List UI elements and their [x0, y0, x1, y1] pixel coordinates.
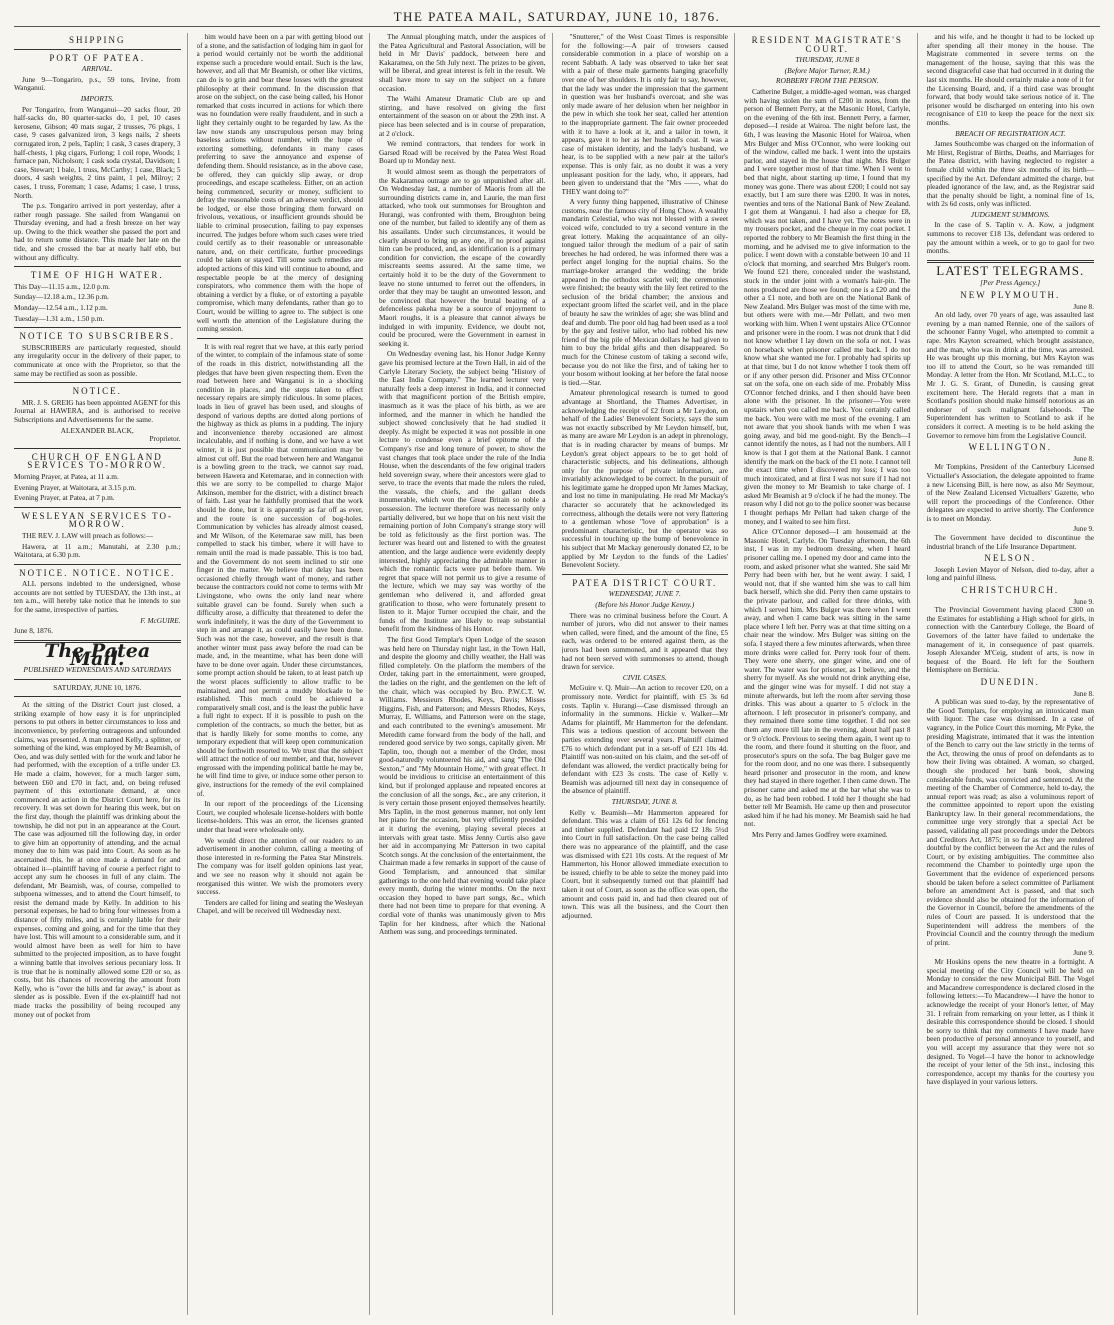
nameplate-subtitle: PUBLISHED WEDNESDAYS AND SATURDAYS	[23, 665, 172, 675]
article-text: It would almost seem as though the perpetrators of the Kakaramea outrage are to go unpunished after all. On Wednesday last, a number of Maoris from all the surrounding districts came in, and Laurie, the man first attacked, who took out summonses for Broughton and Hurangi, was confronted with them, Broughton being one of the number, but failed to identify any of them as his assailants. Under such circumstances, it would be clearly absurd to bring up any one, if no proof against him can be produced, and, as identification is a primary condition for conviction, the escape of the cowardly miscreants seems assured. At the same time, we certainly hold it to be the duty of the Government to leave no stone unturned to ferret out the offenders, in order that they may be taught an unwonted lesson, and be convinced that however the brutal beating of a defenceless pakeha may be a source of enjoyment to Maori roughs, it is a pleasure that cannot always be indulged in with impunity. Evidence, we doubt not, could be procured, were the Government in earnest in seeking it.	[379, 166, 546, 348]
tide-line: Sunday—12.18 a.m., 12.36 p.m.	[14, 292, 109, 302]
article-text: Amateur phrenological research is turned to good advantage at Shortland, the Thames Advertiser, in acknowledging the receipt of £2 from a Mr Leydon, on behalf of the Ladies' Benevolent Society, says the sum was not exactly subscribed by Mr Leydon himself, but, as many are aware Mr Leydon is an adept in phrenology, that is in reading character by means of bumps. Mr Leydon's great object appears to be to get hold of characteristic subjects, and his delineations, although only for the purpose of private information, are invariably acknowledged to be correct. In the pursuit of his legitimate game he dropped upon Mr James Mackay, and lost no time in manipulating. He read Mr Mackay's character so accurately that he acknowledged its correctness, although the details were not very flattering to a gentleman whose "love of approbation" is a predominant characteristic, but the operator was so successful in touching up the bump of benevolence in his subject that Mr Mackay generously donated £2, to be applied by Mr Leydon to the funds of the Ladies' Benevolent Society.	[561, 388, 728, 570]
dateline: June 8.	[1073, 453, 1094, 463]
imports-heading: IMPORTS.	[80, 93, 114, 103]
rm-court-judge: (Before Major Turner, R.M.)	[784, 65, 870, 75]
notice-signature-title: Proprietor.	[149, 434, 181, 444]
column-4	[562, 33, 736, 1315]
article-text: Mrs Perry and James Godfrey were examined.	[752, 830, 888, 840]
divider	[14, 266, 181, 267]
notice3-date: June 8, 1876.	[14, 626, 53, 636]
article-text: On Wednesday evening last, his Honor Judge Kenny gave his promised lecture at the Town Hall, in aid of the Carlyle Literary Society, the subject being "History of the East India Company." The learned lecturer very naturally feels a deep interest in India, and it connected with that magnificent portion of the British empire, inasmuch as it was the place of his birth, as we are informed, and the manner in which he handled the subject showed conclusively that he had studied it deeply. As might be expected it was not possible in one lecture to condense even a brief epitome of the Company's rise and long tenure of power, to show the vast changes that took place under the rule of the India House, when the descendants of the few original traders held sovereign sway, where their ancestors were glad to serve, to trace the events that made the rulers the ruled, the vassals, the chiefs, and the gallant deeds innumerable, which won the Great Britain so noble a possession. The lecturer therefore was necessarily only partially delivered, but we hope that on his next visit the remaining portion of John Company's strange story will be told as felicitously as the first portion was. The lecturer was heard out and listened to with the greatest attention, and the large audience were evidently deeply interested, highly appreciating the admirable manner in which the romantic facts were put before them. We regret that space will not permit us to give a resume of the lecture, which we may say was worthy of the gentleman who delivered it, and afforded great gratification to those, who were fortunately present to listen to it. Major Turner occupied the chair, and the funds of the Institute are likely to reap substantial benefit from the kindness of his Honor.	[379, 349, 546, 634]
article-text: There was no criminal business before the Court. A number of jurors, who did not answer to their names when called, were fined, and the amount of the fine, £5 each, was ordered to be entered against them, as the jurors had been summoned, and it appeared that they had not been served with summonses to attend, though drawn for service.	[561, 610, 728, 672]
columns	[14, 33, 1100, 1315]
article-text: and his wife, and he thought it had to be locked up after spending all their money in the house. The Magistrate commented in severe terms on the management of the house, saying that this was the second disgraceful case that had occurred in it during the last six months. He should certainly make a note of it for the Licensing Board, and, if a third case was brought forward, that body would take serious notice of it. The prisoner would be discharged on entering into his own recognisance of £10 to keep the peace for the next six months.	[926, 33, 1094, 127]
article-text: We remind contractors, that tenders for work in Garsed Road will be received by the Patea West Road Board up to Monday next.	[379, 139, 546, 166]
article-text: The Government have decided to discontinue the industrial branch of the Life Insurance Department.	[926, 533, 1094, 551]
article-text: A publican was sued to-day, by the representative of the Good Templars, for employing an intoxicated man with liquor. The case was dismissed. In a case of vagrancy, in the Police Court this morning, Mr Pyke, the presiding Magistrate, intimated that it was the intention of the Bench to carry out the law strictly in the terms of the Act, throwing the onus of proof on defendants as to how their living was obtained. A woman, so charged, though she produced her bank book, showing considerable funds, was convicted and sentenced. At the meeting of the Chamber of Commerce, held to-day, the annual report was read; as also a voluminous report of the committee appointed to report upon the existing Bankruptcy law. In their general recommendations, the committee urge very strongly that a special Act be passed, validating all past proceedings under the Debtors and Creditors Act, 1875; in so far as they are rendered doubtful by the conflict between the Act and the rules of Court, or by existing ambiguities. The committee also recommend the Chamber to pointedly urge upon the Government that the evidence of experienced persons should be taken before a select committee of Parliament before an amendment Act is passed, and that such evidence should also be obtained for the information of the Governor in Council, before the amendments of the rules of Court are passed. It is understood that the Superintendent will address the members of the Provincial Council and the country through the medium of print.	[926, 697, 1094, 947]
notice-text: MR. J. S. GREIG has been appointed AGENT for this Journal at HAWERA, and is authorised to receive Subscriptions and Advertisements for the same.	[14, 397, 181, 424]
masthead: THE PATEA MAIL, SATURDAY, JUNE 10, 1876.	[14, 8, 1100, 27]
column-1	[14, 33, 188, 1315]
arrival-text: June 9—Tongariro, p.s., 59 tons, Irvine, from Wanganui.	[14, 74, 181, 93]
article-text: McGuire v. Q. Muir—An action to recover £20, on a promissory note. Verdict for plaintiff, with £5 3s 6d costs. Taplin v. Hurangi—Case dismissed through an informality in the summons. Hickie v. Walker—Mr Adams for plaintiff, Mr Hammerton for the defendant. This was a tedious question of account between the parties extending over several years. Plaintiff claimed £76 to which defendant put in a set-off of £21 10s 4d. Plaintiff was non-suited on his claim, and the set-off of defendant was allowed, the verdict practically being for defendant with £23 3s costs. The case of Kelly v. Beamish was adjourned till next day in consequence of the absence of plaintiff.	[561, 683, 728, 796]
civil-cases-heading: CIVIL CASES.	[622, 672, 667, 682]
divider	[14, 564, 181, 565]
district-court-judge: (Before his Honor Judge Kenny.)	[595, 600, 695, 609]
dateline: June 9.	[1073, 524, 1094, 534]
column-6	[927, 33, 1101, 1315]
arrival-heading: ARRIVAL.	[81, 64, 113, 74]
tide-line: Monday—12.54 a.m., 1.12 p.m.	[14, 303, 108, 313]
divider	[14, 382, 181, 383]
editorial: At the sitting of the District Court just closed, a striking example of how easy it is for unprincipled persons to put others in better circumstances to loss and inconvenience, by preferring outrageous and unfounded claims, was presented. A man named Kelly, a splitter, or something of the kind, was employed by Mr Beamish, of Oeo, and was duly settled with for the work and labor he had performed, with the exception of a trifle under £3. He made a claim, however, for a much larger sum, between £60 and £70 in fact, and, on being refused payment of this extortionate demand, at once commenced an action in the District Court here, for its recovery. It was set down for hearing this week, but on the first day, though the plaintiff was drinking about the township, he did not put in an appearance at the Court. The case was adjourned till the following day, in order to give him an opportunity of attending, and the actual money due to him was paid into Court. As soon as he ascertained this, he at once made a demand for and obtained it—plaintiff having of course a perfect right to accept any sum he chooses in full of any claim. The defendant, Mr Beamish, was, of course, compelled to subpoena witnesses, and to attend the Court himself, to resist the demand made by Kelly. In addition to his personal expenses, he had to bring four witnesses from a distance of fifty miles, and is certainly liable for their expenses, coming and going, and for the time that they have lost. This will amount to a considerable sum, and it would almost have been as well for him to have submitted to the projected imposition, as to have fought a winning battle that involves serious pecuniary loss. It is true that he is nominally allowed some £20 or so, as costs, but his chances of recovering the amount from Kelly, who is "over the hills and far away," is about as slender as is possible. Even if the ex-plaintiff had not made tracks the possibility of being recouped any money out of pocket from	[14, 700, 181, 1019]
dateline: June 8.	[1073, 688, 1094, 698]
article-text: It is with real regret that we have, at this early period of the winter, to complain of the infamous state of some of the roads in this district, notwithstanding all the pledges that have been given respecting them. Even the road between here and Wanganui is in a shocking condition in places, and the steps taken to effect necessary repairs are simply ridiculous. In some places, loads in lieu of gravel has been used, and sloughs of despond of various depths are dotted along portions of the highway as thick as plums in a pudding. The injury and inconvenience thereby occasioned are almost incalculable, and if nothing is done, and we have a wet winter, it is just possible that communication may be almost cut off. But the road between here and Wanganui is a bowling green to the track, we cannot say road, between Hawera and Ketemarae, and in connection with this we are sorry to be compelled to charge Major Atkinson, member for the district, with a distinct breach of faith. Last year he faithfully promised that the work should be done, but it is apparently as far off as ever, and the route is one succession of bog-holes. Communication by vehicles has already almost ceased, and Mr Wilson, of the Ketemarae saw mill, has been compelled to stack his timber, where it will have to remain until the road is made passable. This is too bad, and the Government do not seem inclined to stir one finger in the matter. We believe that delay has been occasioned chiefly through want of money, and rather because the contractors could not come to terms with Mr Livingstone, who owns the only land near where suitable gravel can be found. Surely when such a difficulty arose, a difficulty that threatened to defer the work indefinitely, it was the duty of the Government to step in and arrange it, as could easily have been done. Such was not the case, however, and the result is that another winter must pass away before the road can be made, and, in the meantime, what has been done will have to be done over again. Under these circumstances, some prompt action should be taken, to at least patch up the worst places sufficiently to allow traffic to be maintained, and not permit a muddy blockade to be established. This much could be achieved a comparatively small cost, and is the least the public have a full right to expect. If it is possible to push on the completion of the contracts, so much the better, but as that is hardly likely for some months to come, any temporary expedient that will keep open communication should be forthwith resorted to. We trust that the subject will attract the notice of our member, and that, however engrossed with the impending political battle he may be, he will find time to give, or induce some other person to give, instructions for the remedy of the evil complained of.	[196, 341, 363, 798]
divider	[14, 327, 181, 328]
dateline: June 9.	[1073, 948, 1094, 958]
new-plymouth-heading: NEW PLYMOUTH.	[960, 290, 1061, 301]
church-line: Evening Prayer, at Waitotara, at 3.15 p.m.	[14, 482, 136, 492]
date-line: SATURDAY, JUNE 10, 1876.	[53, 682, 142, 692]
article-text: The first Good Templar's Open Lodge of the season was held here on Thursday night last, in the Town Hall, and despite the gloomy and chilly weather, the Hall was filled completely. On the platform the members of the Order, taking part in the entertainment, were grouped, the ladies on the right, and the gentlemen on the left of the chair, which was occupied by Bro. P.W.C.T. W. Williams. Messieurs Rhodes, Keys, Davis; Misses Higgins, Fish, and Patterson; and Messrs Rhodes, Keys, Murray, E. Williams, and Patterson were on the stage, and each contributed to the evening's amusement. Mr Meredith came forward from the body of the hall, and rendered good service by two songs, capitally given. Mr Taplin, too, though not a member of the Order, most good-naturedly volunteered his aid, and sang "The Old Sexton," and "My Mountain Home," with great effect. It would be invidious to criticise an entertainment of this kind, but if prolonged applause and repeated encores at the conclusion of all the songs, &c., are any criterion, it is very certain those present enjoyed themselves heartily. Mrs Taplin, in the most generous manner, not only lent her piano for the occasion, but very efficiently presided at it during the evening, playing several pieces at intervals with great taste. Miss Jenny Curtis also gave her aid in accompanying Mr Patterson in two capital Scotch songs. At the conclusion of the entertainment, the Chairman made a few remarks in support of the cause of Good Templarism, and announced that similar gatherings to the one held that evening would take place every month, during the winter months. On the next occasion they hoped to have part songs, &c., which there had not been time to prepare for that evening. A cordial vote of thanks was unanimously given to Mrs Taplin for her kindness, after which the National Anthem was sung, and proceedings terminated.	[379, 634, 546, 937]
column-3	[379, 33, 553, 1315]
tongariro-text: The p.s. Tongariro arrived in port yesterday, after a rather rough passage. She sailed from Wanganui on Thursday evening, and had a fresh breeze on her way up. Owing to the thick weather she passed the port and had to return some distance. This made her late on the tide, and she crossed the bar at nearly half ebb, but without any difficulty.	[14, 201, 181, 262]
notice3-signature: F. McGUIRE.	[140, 615, 181, 625]
divider	[197, 338, 364, 339]
latest-telegrams-heading: LATEST TELEGRAMS.	[936, 262, 1085, 278]
nameplate: The Patea Mail.	[44, 639, 151, 671]
tide-line: This Day—11.15 a.m., 12.0 p.m.	[14, 281, 110, 291]
wellington-heading: WELLINGTON.	[968, 442, 1053, 453]
press-agency-note: [Per Press Agency.]	[980, 278, 1041, 288]
notice-signature: ALEXANDER BLACK,	[60, 425, 134, 435]
judgment-heading: JUDGMENT SUMMONS.	[970, 209, 1050, 219]
notice-heading: NOTICE.	[72, 386, 122, 397]
notice3-text: ALL persons indebted to the undersigned, whose accounts are not settled by TUESDAY, the 13th inst., at ten a.m., will hereby take notice that he intends to sue for the same, irrespective of parties.	[14, 579, 181, 615]
article-text: him would have been on a par with getting blood out of a stone, and the satisfaction of lodging him in gaol for a period would certainly not be worth the additional expense such a procedure would entail. Such is the law, however, and all that Mr Beamish, or other like victims, can do is to grin and bear these losses with the greatest philosophy at their command. In the discussion that arose on the subject, on the case being called, his Honor remarked that costs incurred in actions for which there was no foundation were really fraudulent, and in such a light they certainly ought to be regarded by law. As the law now stands any unscrupulous person may bring baseless actions without number, with the hope of extorting something, defendants in many cases preferring to save the annoyance and expense of defending them. Should resistance, as in the above case, be offered, they can quickly slip away, or drop proceedings, and escape scatheless. Either, on an action being commenced, security or money, sufficient to defray the reasonable costs of an adverse verdict, should be lodged, or else those bringing them forward on frivolous, vexatious, or insufficient grounds should be liable to criminal prosecution, failing to pay expenses incurred. The judges before whom such cases were tried could certify as to their reasonable or unreasonable nature, and, on their certificate, further proceedings could be taken or stayed. Till some such remedies are adopted actions of this kind will continue to abound, and respectable people be at the mercy of designing conspirators, who commence them with the hope of obtaining a verdict by a fluke, or of extorting a payable compromise, which many defendants, rather than go to Court, would be willing to agree to. The subject is one well worth the attention of the Legislature during the coming session.	[196, 33, 363, 334]
subscribers-text: SUBSCRIBERS are particularly requested, should any irregularity occur in the delivery of their paper, to communicate at once with the Proprietor, so that the same may be rectified as soon as possible.	[14, 342, 181, 378]
article-text: "Snutterer," of the West Coast Times is responsible for the following:—A pair of trowsers caused considerable commotion in a place of worship on a recent Sabbath. A lady was observed to take her seat with a pair of these male garments hanging gracefully over one of her shoulders. It is only fair to say, however, that the lady was under the impression that the garment in question was her husband's overcoat, and she was only made aware of her delusion when her neighbor in the pew in which she took her seat, called her attention to the inappropriate garment. The fair owner proceeded with it to have a look at it, and a tailor in town, it appears, gave it to her as her husband's coat. It was a case of mistaken identity, and the lady's husband, we hear, is to be supplied with a new pair at the tailor's expense. This is only fair, as no doubt it was a very unpleasant position for the lady, who, it appears, had been given to understand that the "Mrs ——, what do THEY want doing to?"	[561, 33, 728, 196]
divider	[14, 507, 181, 508]
article-text: An old lady, over 70 years of age, was assaulted last evening by a man named Rennie, one of the sailors of the schooner Fanny Vogel, who attempted to commit a rape. Mrs Kayton screamed, which brought assistance, and the man, who was in drink at the time, was arrested. He was brought up this morning, but Mrs Kayton was too ill to attend the Court, so he was remanded till Monday. A letter from the Hon. Mr Scotland, M.L.C., to Mr J. G. S. Grant, of Dunedin, is causing great excitement here. The Herald regrets that a man in Scotland's position should make himself notorious as an endorser of such malignant falsehoods. The Superintendent has written to Scotland to ask if he considers it correct. A meeting is to be held asking the Governor to remove him from the Legislative Council.	[926, 310, 1094, 440]
divider	[14, 679, 181, 680]
wesleyan-heading: WESLEYAN SERVICES TO-MORROW.	[21, 510, 173, 530]
divider	[14, 448, 181, 449]
rm-court-date: THURSDAY, JUNE 8	[795, 55, 860, 65]
article-text: In our report of the proceedings of the Licensing Court, we coupled wholesale license-holders with bottle license-holders. This was an error, the licenses granted under that head were wholesale only.	[196, 799, 363, 835]
article-text: Mr Tompkins, President of the Canterbury Licensed Victualler's Association, the delegate appointed to frame a new Licensing Bill, is here now, as also Mr Seymour, of the New Zealand Licensed Victuallers' Gazette, who will report the proceedings of the Conference. Other delegates are expected to arrive shortly. The Conference is to meet on Monday.	[926, 462, 1094, 523]
shipping-heading: SHIPPING	[68, 35, 126, 45]
article-text: We would direct the attention of our readers to an advertisement in another column, calling a meeting of those interested in re-forming the Patea Star Minstrels. The company was for itself golden opinions last year, and we see no reason why it should not again be reorganised this winter. We wish the promoters every success.	[196, 835, 363, 897]
tide-heading: TIME OF HIGH WATER.	[30, 270, 164, 281]
article-text: Alice O'Connor deposed—I am housemaid at the Masonic Hotel, Carlyle. On Tuesday afternoon, the 6th inst, I was in my bedroom dressing, when I heard prisoner calling me. I opened my door and came into the room, and asked prisoner what she wanted. She said Mr Perry had been with her, but he went away. I said, I would not, that if she wanted him she was to call him back herself, which she did. Perry then came upstairs to the private parlour, and called for three drinks, with which I served him. Mrs Bulger was there when I went away, and when I came back was sitting in the same place where I left her. Perry was at that time sitting on a chair near the window. Mrs Bulger was sitting on the sofa. I stayed there a few minutes afterwards, when three more drinks were called for. Perry took four of them. They were one sherry, one ginger wine, and one of water. The water was for prisoner, as I believe, and the sherry for myself. As she would not drink anything else, and the ginger wine was for myself. I did not stay a minute afterwards, but left the room after serving those drinks. This was about a quarter to 5 o'clock in the afternoon. I left prosecutor in prisoner's company, and they remained there some time together. I did not see them any more till late in the evening, about half past 8 or 9 o'clock. Previous to seeing them again, I went up to the room, and there found it shutting on the floor, and prosecutor's spurs on the sofa. The bag Bulger gave me for the room door, and no one was there. I subsequently heard prisoner and prosecutor in the room, and knew they had stayed in there together. I then came down. The prisoner came and asked me at the bar what she was to do, as he had been robbed. I told her I thought she had better tell Mr Beamish. He came up then and prosecutor asked him if he had his money. Mr Beamish said he had not.	[744, 527, 911, 829]
article-text: Catherine Bulger, a middle-aged woman, was charged with having stolen the sum of £200 in notes, from the person of Bennett Perry, at the Masonic Hotel, Carlyle, on the evening of the 6th inst. Bennett Perry, a farmer, deposed—I reside at Wairoa. The night before last, the 6th, I was leaving the Masonic Hotel for Wairoa, when Mrs Bulger and Miss O'Connor, who were looking out of the window, called me back. I went into the upstairs parlor, and stayed in the house that night. Mrs Bulger and I were together most of that time. When I went to bed that night, about starting up time, I found that my money was gone. There was about £200; I could not say exactly, but I am sure there was £200. It was in notes, twenties and tens of the National Bank of New Zealand. I got them at Wanganui. I had also a cheque for £8, which was not taken, and I have yet. The notes were in my trousers pocket, and the cheque in my coat pocket. I reported the robbery to Mr Beamish the first thing in the morning, and he advised me to give information to the police. I went down with a constable between 10 and 11 o'clock that morning, and searched Mrs Bulger's room. We found £21 there, concealed under the washstand, stuck in the under joint with a woman's hair-pin. The notes produced are those we found; one is a £20 and the other a £1 note, and both are on the National Bank of New Zealand. Mrs Bulger was most of the time with me, but others were with me.—Mr Pellatt, and two men working with him. When I went upstairs Alice O'Connor and prisoner were in the room. I was not drunk that I did not know whether I lay down on the sofa or not. I was on horseback when prisoner called me back. I do not know what she wanted me for. I probably had spirits up at that time, but I do not know whether I took them off or if any other person did. Prisoner and Miss O'Connor sat on the sofa, one on each side of me. Probably Miss O'Connor fetched drinks, and I then should have been alone with the prisoner. In the prisoner—You were upstairs when you called me back. You certainly called me back. You were with me most of the evening. I am not aware that you shook hands with me when I was going away, and bid me good-night. By the Bench—I cannot identify the notes, as I had not the numbers. All I know is that I got them at the National Bank. I cannot identify the mark on the back of the £1 note. I cannot tell the exact time when I discovered my loss; I was too much intoxicated, and at first I was not sure if I had not given the money to Mr Beamish to take charge of. I asked Mr Beamish at 9 o'clock if he had the money. The reason why I did not go to the police sooner was because I thought perhaps Mr Pellatt had taken charge of the money, and I waited to see him first.	[744, 86, 911, 526]
breach-heading: BREACH OF REGISTRATION ACT.	[955, 128, 1066, 138]
imports-text: Per Tongariro, from Wanganui—20 sacks flour, 20 half-sacks do, 80 quarter-sacks do, 1 pel, 10 cases kerosene, Gibson; 40 mats sugar, 2 trusses, 76 pkgs, 1 case, 9 cases galvanized iron, 3 kegs nails, 2 sheets corrugated iron, 2 pels, Taplin; 1 cask, 3 cases drapery, 3 half-chests, 1 pkg cigars, Furlong; 1 coil rope, Woods; 1 furnace pan, Nicholson; 1 cask soda crystal, Davidson; 1 case, Stewart; 1 bale, 1 truss, McCarthy; 1 case, Black; 5 doors, 4 sash weights, 2 tins paint, 1 pel, Milroy; 2 cases, 1 truss, Foreman; 1 case, Adams; 1 case, 1 truss, North.	[14, 104, 181, 200]
tide-line: Tuesday—1.31 a.m., 1.50 p.m.	[14, 313, 105, 323]
district-court-date: WEDNESDAY, JUNE 7.	[608, 589, 681, 599]
divider	[562, 574, 729, 575]
thursday-heading: THURSDAY, JUNE 8.	[611, 797, 678, 807]
wesleyan-text: THE REV. J. LAW will preach as follows:—	[22, 530, 154, 540]
article-text: In the case of S. Taplin v. A. Kow, a judgment summons to recover £18 13s, defendant was ordered to pay the amount within a week, or to go to gaol for two months.	[926, 220, 1094, 256]
divider	[14, 696, 181, 697]
dateline: June 8.	[1073, 301, 1094, 311]
article-text: Joseph Levien Mayor of Nelson, died to-day, after a long and painful illness.	[926, 564, 1094, 583]
notice3-heading: NOTICE. NOTICE. NOTICE.	[19, 567, 176, 578]
rm-court-subheading: ROBBERY FROM THE PERSON.	[775, 76, 879, 86]
christchurch-heading: CHRISTCHURCH.	[961, 585, 1060, 596]
church-line: Morning Prayer, at Patea, at 11 a.m.	[14, 471, 119, 481]
dunedin-heading: DUNEDIN.	[980, 676, 1040, 687]
article-text: Kelly v. Beamish—Mr Hammerton appeared for defendant. This was a claim of £61 12s 6d for fencing and timber supplied. Defendant had paid £2 18s 5½d into Court in full satisfaction. On the case being called there was no appearance of the plaintiff, and the case was dismissed with £21 10s costs. At the request of Mr Hammerton, his Honor allowed immediate execution to be issued, chiefly to be able to seize the money paid into Court, but it subsequently turned out that plaintiff had taken it out of Court, as soon as the office was open, the amount and costs paid in, and had then cleared out of town. This was all the business, and the Court then adjourned.	[561, 807, 728, 920]
article-text: James Southcombe was charged on the information of Mr Hirst, Registrar of Births, Deaths, and Marriages for the Patea district, with having neglected to register a female child within the three six months of its birth—specified by the Act. Defendant admitted the charge, but pleaded ignorance of the law, and, as the Registrar said that the penalty should be light, a nominal fine of 1s, with 2s 6d costs, only was inflicted.	[926, 139, 1094, 209]
column-2	[197, 33, 371, 1315]
divider	[14, 49, 181, 50]
church-heading: CHURCH OF ENGLAND SERVICES TO-MORROW.	[27, 451, 168, 471]
article-text: The Annual ploughing match, under the auspices of the Patea Agricultural and Pastoral Association, will be held in Mr Davis' paddock, between here and Kakaramea, on the 5th July next. The prizes to be given, will be liberal, and great interest is felt in the result. We shall have more to say on the subject on a future occasion.	[379, 33, 546, 93]
article-text: The Provincial Government having placed £300 on the Estimates for establishing a High school for girls, in connection with the Canterbury College, the Board of Governors of the latter have failed to undertake the management of it, in consequence of past quarrels. Joseph Alexander M'Ceig, student of arts, is now in bequest of the Board. He left for the Southern Hemisphere on Bernicia.	[926, 605, 1094, 675]
district-court-heading: PATEA DISTRICT COURT.	[572, 577, 718, 588]
article-text: A very funny thing happened, illustrative of Chinese customs, near the famous city of Hong Chow. A wealthy mandarin Celestial, who was not blessed with a sweet voiced wife, concluded to try a second venture in the great lottery. Making the acquaintance of an oily-tongued tailor through the medium of a pair of satin breeches he had ordered, he was informed there was a perfect angel longing for the nuptial chains. So the marriage-broker arranged the wedding; the bride appeared in the orthodox scarlet veil; the ceremonies were finished; the beauty with the lily feet retired to the seclusion of the bridal chamber; the anxious and expectant groom lifted the scarlet veil, and in the place of beauty he saw the wrinkles of age; she was blind and deaf and dumb. The poor old hag had been used as a tool by the gay and festive tailor, who had robbed his new friend of the big pile of Mexican dollars he had given to him to buy the bridal gifts and then disappeared. So much for the Chinese custom of taking a second wife, because you do not like the first, and of taking her to your bosom without looking at her before the fatal noose is tied.—Star.	[561, 197, 728, 387]
dateline: June 9.	[1073, 596, 1094, 606]
article-text: Tenders are called for lining and seating the Wesleyan Chapel, and will be received till Wednesday next.	[196, 897, 363, 916]
nelson-heading: NELSON.	[984, 553, 1037, 564]
port-heading: PORT OF PATEA.	[49, 52, 146, 63]
church-line: Evening Prayer, at Patea, at 7 p.m.	[14, 493, 115, 503]
wesleyan-text-2: Hawera, at 11 a.m.; Manutahi, at 2.30 p.m.; Waitotara, at 6.30 p.m.	[14, 541, 181, 560]
article-text: Mr Hoskins opens the new theatre in a fortnight. A special meeting of the City Council will be held on Monday to consider the new Municipal Bill. The Vogel and Macandrew correspondence is declared closed in the following letters:—To Macandrew—I have the honor to acknowledge the receipt of your Honor's letter, of May 31. I refrain from remarking on your letter, as I think it desirable this correspondence should be closed. I should be sorry to think that my comments I have made have been productive of personal annoyance to yourself, and you will accept my assurance that they were not so designed. To Vogel—I have the honor to acknowledge the receipt of your letter of the 5th inst., inclosing this correspondence, accept my thanks for the courtesy you have displayed in your various letters.	[926, 956, 1094, 1087]
subscribers-heading: NOTICE TO SUBSCRIBERS.	[19, 331, 175, 342]
article-text: The Waihi Amateur Dramatic Club are up and stirring, and have resolved on giving the first entertainment of the season on or about the 29th inst. A piece has been selected and is in course of preparation, at 2 o'clock.	[379, 94, 546, 138]
column-5	[744, 33, 918, 1315]
rm-court-heading: RESIDENT MAGISTRATE'S COURT.	[751, 35, 903, 54]
